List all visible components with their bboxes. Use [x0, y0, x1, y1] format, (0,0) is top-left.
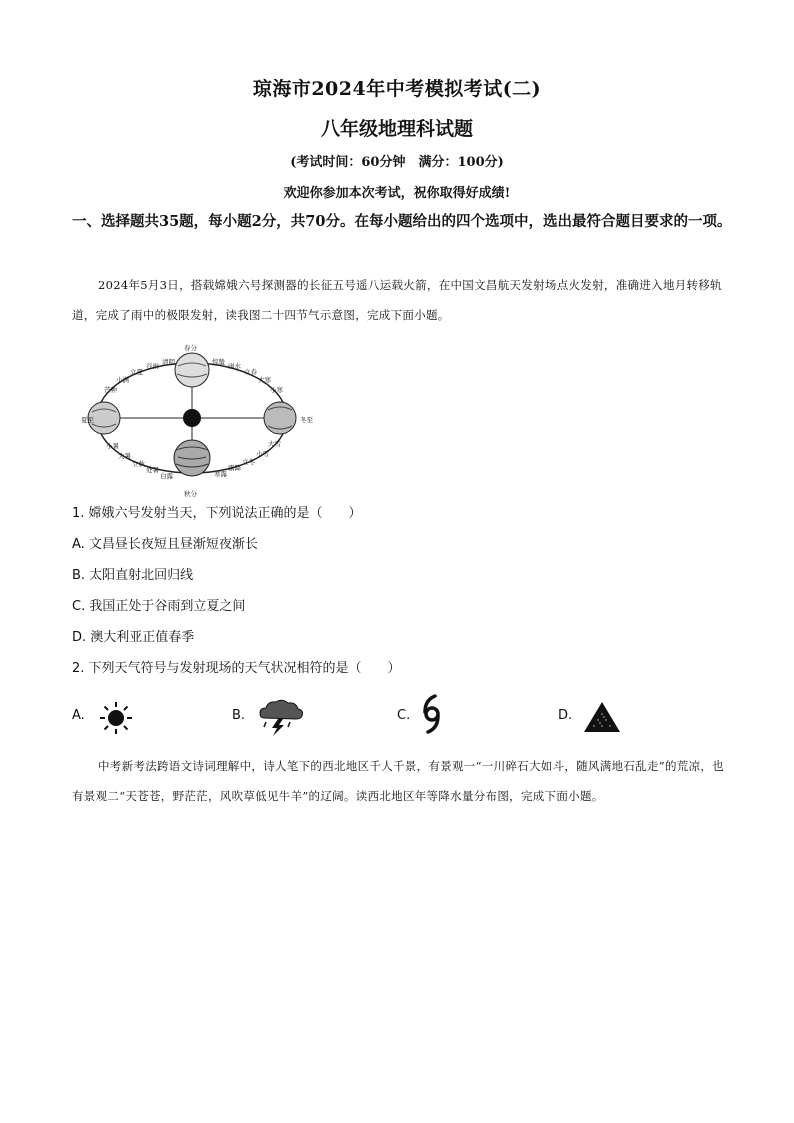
thunderstorm-icon: [256, 698, 306, 738]
label-n-right5: 小寒: [270, 386, 283, 394]
label-n-left1: 清明: [162, 358, 175, 366]
exam-info: (考试时间：60分钟 满分：100分): [290, 155, 504, 170]
label-winter: 冬至: [300, 416, 313, 424]
label-s-right2: 霜降: [228, 464, 241, 472]
label-s-right1: 寒露: [214, 470, 227, 478]
solar-terms-figure: [82, 340, 332, 500]
label-s-right5: 大雪: [268, 440, 281, 448]
question-1-option-b[interactable]: B. 太阳直射北回归线: [72, 568, 194, 583]
label-autumn: 秋分: [184, 490, 197, 498]
label-s-left5: 白露: [160, 472, 173, 480]
label-s-right4: 小雪: [256, 450, 269, 458]
typhoon-icon: [419, 694, 445, 734]
question-2-stem: 2. 下列天气符号与发射现场的天气状况相符的是（ ）: [72, 661, 401, 676]
label-n-left2: 谷雨: [146, 362, 159, 370]
page-subtitle: 八年级地理科试题: [320, 118, 473, 140]
label-n-left3: 立夏: [130, 368, 143, 376]
sunny-icon: [98, 700, 134, 736]
sun-icon: [183, 409, 201, 427]
label-s-left3: 立秋: [132, 460, 145, 468]
globe-spring-icon: [175, 353, 209, 387]
label-n-right4: 大寒: [258, 376, 271, 384]
passage-1: 2024年5月3日，搭载嫦娥六号探测器的长征五号遥八运载火箭，在中国文昌航天发射场点火发射，准确进入地月转移轨道，完成了雨中的极限发射，读我图二十四节气示意图，完成下面小题。: [72, 278, 722, 322]
question-1-option-d[interactable]: D. 澳大利亚正值春季: [72, 630, 195, 645]
question-1-option-c[interactable]: C. 我国正处于谷雨到立夏之间: [72, 599, 246, 614]
question-2-option-b[interactable]: [232, 700, 352, 736]
label-n-right2: 雨水: [228, 362, 241, 370]
question-1-option-a[interactable]: A. 文昌昼长夜短且昼渐短夜渐长: [72, 537, 258, 552]
question-2-option-d[interactable]: [558, 700, 678, 736]
question-2-option-a[interactable]: [72, 700, 192, 736]
label-spring: 春分: [184, 344, 197, 352]
sandstorm-icon: [582, 700, 622, 734]
passage-2: 中考新考法跨语文诗词理解中，诗人笔下的西北地区千人千景，有景观一“一川碎石大如斗，随风满地石乱走”的荒凉，也有景观二“天苍苍，野茫茫，风吹草低见牛羊”的辽阔。读西北地区年等降水量分布图，完成下面小题。: [72, 759, 724, 803]
globe-autumn-icon: [174, 440, 210, 476]
solar-terms-diagram: [82, 340, 332, 500]
label-s-left1: 小暑: [106, 442, 119, 450]
globe-winter-icon: [264, 402, 296, 434]
section-heading: 一、选择题共35题，每小题2分，共70分。在每小题给出的四个选项中，选出最符合题目要求的一项。: [72, 213, 732, 230]
label-n-left4: 小满: [116, 376, 129, 384]
label-n-right1: 惊蛰: [212, 358, 225, 366]
question-1-stem: 1. 嫦娥六号发射当天，下列说法正确的是（ ）: [72, 506, 362, 521]
question-2-option-c[interactable]: [397, 700, 517, 736]
label-s-left2: 大暑: [118, 452, 131, 460]
label-s-right3: 立冬: [242, 458, 255, 466]
label-summer: 夏至: [82, 416, 94, 424]
option-d-label: D.: [558, 708, 573, 723]
option-c-label: C.: [397, 708, 411, 723]
option-a-label: A.: [72, 708, 85, 723]
label-n-right3: 立春: [244, 368, 257, 376]
page-title: 琼海市2024年中考模拟考试(二): [252, 78, 542, 100]
question-2-options: [72, 700, 732, 736]
welcome-text: 欢迎你参加本次考试，祝你取得好成绩!: [283, 186, 511, 201]
label-n-left5: 芒种: [104, 386, 117, 394]
label-s-left4: 处暑: [146, 466, 159, 474]
option-b-label: B.: [232, 708, 246, 723]
